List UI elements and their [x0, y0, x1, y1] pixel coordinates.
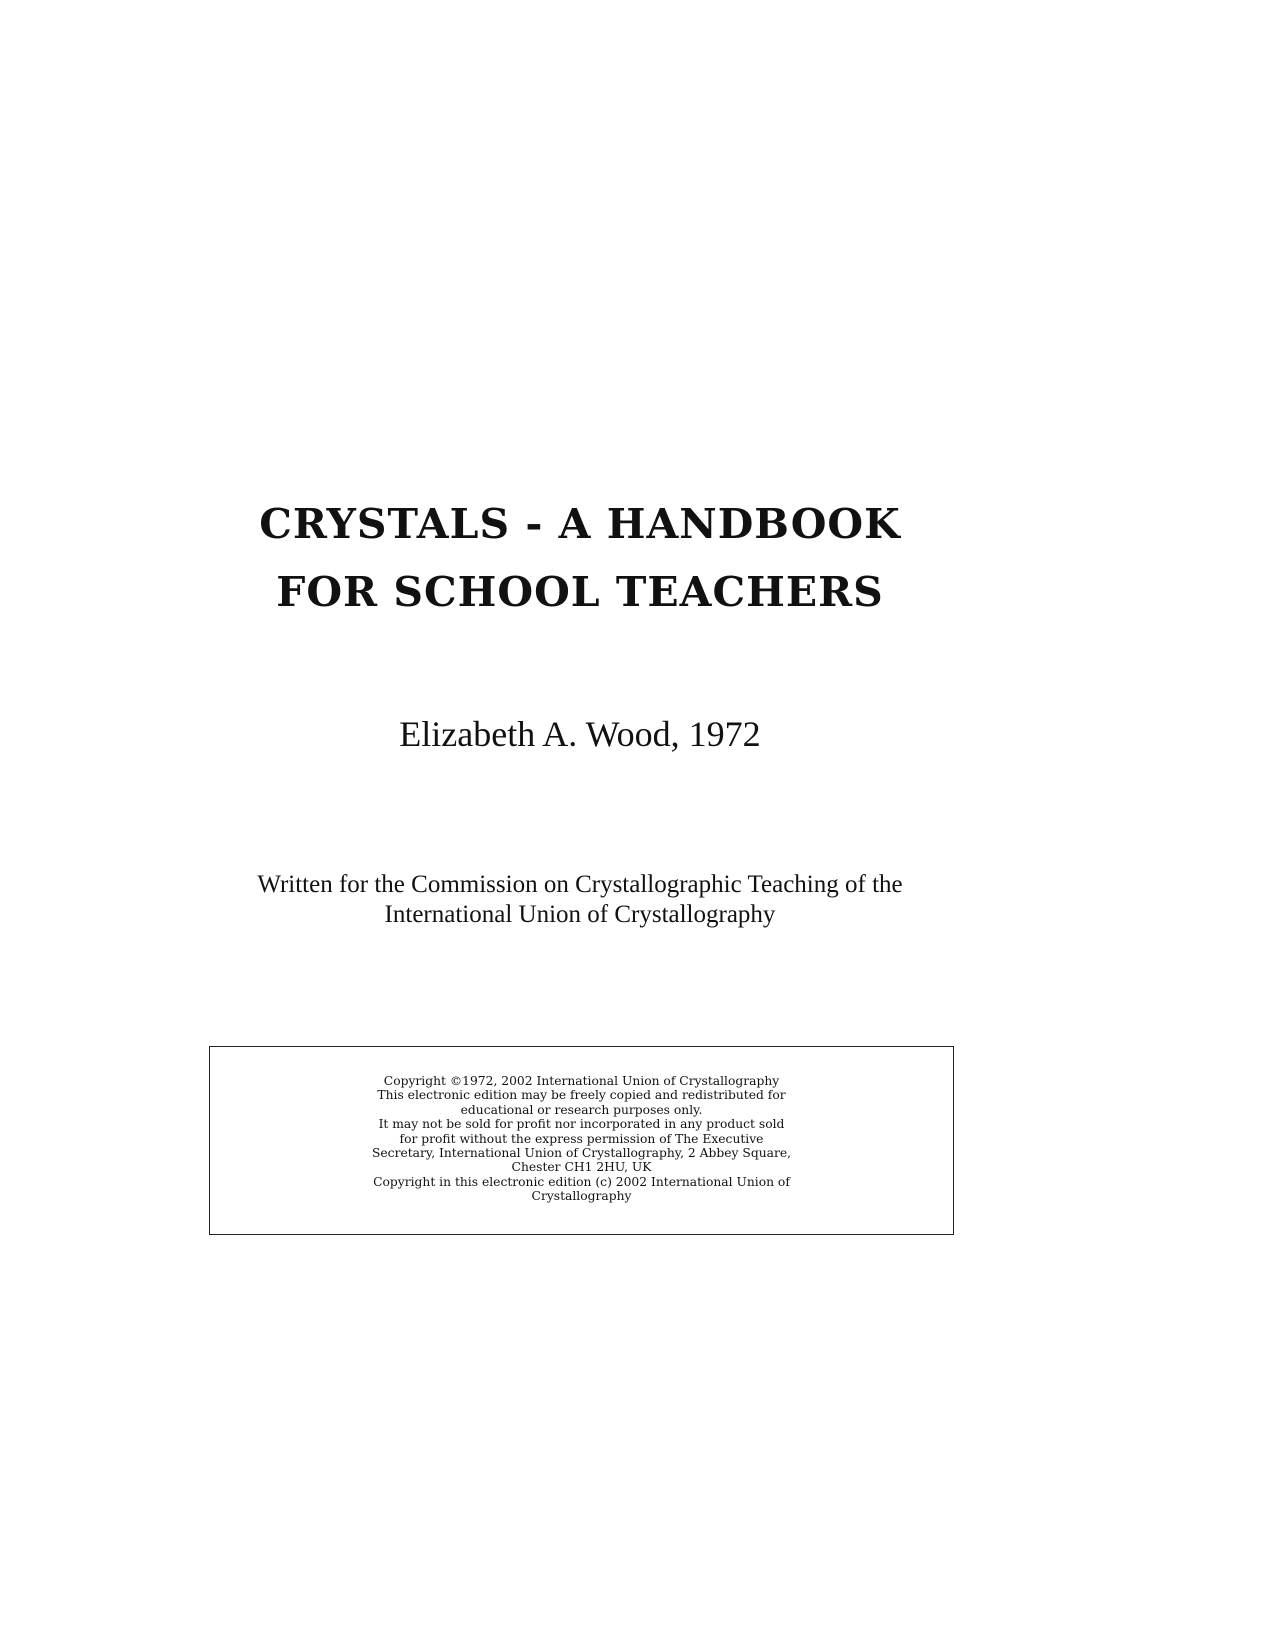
commission-line-2: International Union of Crystallography [384, 901, 776, 928]
title-line-1: CRYSTALS - A HANDBOOK [259, 500, 901, 548]
copyright-line-9: Crystallography [531, 1189, 632, 1204]
title-line-2: FOR SCHOOL TEACHERS [276, 568, 884, 616]
commission-line-1: Written for the Commission on Crystallographic Teaching of the [257, 871, 903, 898]
copyright-line-7: Chester CH1 2HU, UK [511, 1160, 652, 1175]
copyright-line-3: educational or research purposes only. [460, 1102, 703, 1117]
commission-statement [200, 870, 960, 930]
document-title [200, 490, 960, 626]
copyright-line-2: This electronic edition may be freely copied and redistributed for [377, 1088, 786, 1103]
copyright-line-4: It may not be sold for profit nor incorporated in any product sold [378, 1117, 785, 1132]
copyright-line-1: Copyright ©1972, 2002 International Union of Crystallography [383, 1074, 780, 1088]
copyright-notice [210, 1074, 953, 1204]
copyright-line-5: for profit without the express permission of The Executive [399, 1131, 764, 1146]
copyright-line-8: Copyright in this electronic edition (c) 2002 International Union of [373, 1174, 790, 1189]
copyright-line-6: Secretary, International Union of Crystallography, 2 Abbey Square, [371, 1146, 792, 1161]
author-line: Elizabeth A. Wood, 1972 [399, 714, 761, 754]
copyright-box [209, 1046, 954, 1235]
